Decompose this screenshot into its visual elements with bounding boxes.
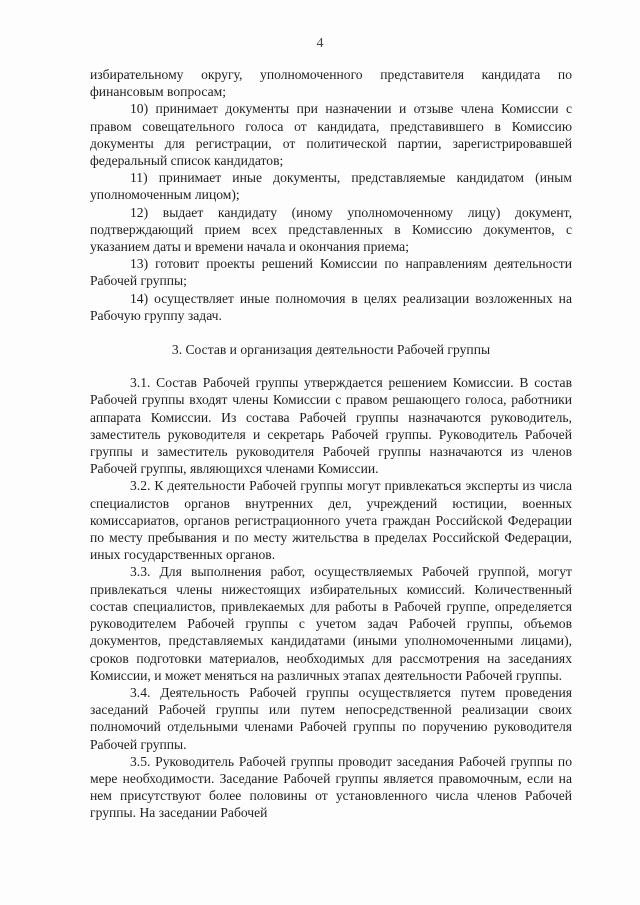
clause-3-4: 3.4. Деятельность Рабочей группы осуществляется путем проведения заседаний Рабочей группы или путем непосредственной реализации своих полномочий отдельными членами Рабочей группы по поручению руководителя Рабочей группы. (90, 684, 572, 752)
paragraph-item-11: 11) принимает иные документы, представляемые кандидатом (иным уполномоченным лицом); (90, 170, 572, 203)
clause-3-2: 3.2. К деятельности Рабочей группы могут привлекаться эксперты из числа специалистов органов внутренних дел, учреждений юстиции, военных комиссариатов, органов регистрационного учета граждан Российской Федерации по месту пребывания и по месту жительства в пределах Российской Федерации, иных государственных органов. (90, 478, 572, 563)
page-number: 4 (316, 36, 324, 51)
clause-3-1: 3.1. Состав Рабочей группы утверждается решением Комиссии. В состав Рабочей группы входят члены Комиссии с правом решающего голоса, работники аппарата Комиссии. Из состава Рабочей группы назначаются руководитель, заместитель руководителя и секретарь Рабочей группы. Руководитель Рабочей группы и заместитель руководителя Рабочей группы назначаются из членов Рабочей группы, являющихся членами Комиссии. (90, 375, 572, 477)
paragraph-item-9-continuation: избирательному округу, уполномоченного представителя кандидата по финансовым вопросам; (90, 67, 572, 100)
document-body (90, 66, 572, 822)
paragraph-item-14: 14) осуществляет иные полномочия в целях реализации возложенных на Рабочую группу задач. (90, 290, 572, 323)
section-heading: 3. Состав и организация деятельности Рабочей группы (171, 342, 491, 358)
paragraph-item-13: 13) готовит проекты решений Комиссии по направлениям деятельности Рабочей группы; (90, 256, 572, 289)
paragraph-item-10: 10) принимает документы при назначении и отзыве члена Комиссии с правом совещательного голоса от кандидата, представившего в Комиссию документы для регистрации, от политической партии, зарегистрировавшей федеральный список кандидатов; (90, 101, 572, 169)
paragraph-item-12: 12) выдает кандидату (иному уполномоченному лицу) документ, подтверждающий прием всех представленных в Комиссию документов, с указанием даты и времени начала и окончания приема; (90, 204, 572, 255)
clause-3-5: 3.5. Руководитель Рабочей группы проводит заседания Рабочей группы по мере необходимости. Заседание Рабочей группы является правомочным, если на нем присутствуют более половины от установленного числа членов Рабочей группы. На заседании Рабочей (90, 753, 572, 821)
clause-3-3: 3.3. Для выполнения работ, осуществляемых Рабочей группой, могут привлекаться члены нижестоящих избирательных комиссий. Количественный состав специалистов, привлекаемых для работы в Рабочей группе, определяется руководителем Рабочей группы с учетом задач Рабочей группы, объемов документов, представляемых кандидатами (иными уполномоченными лицами), сроков подготовки материалов, необходимых для рассмотрения на заседаниях Комиссии, и может меняться на различных этапах деятельности Рабочей группы. (90, 564, 572, 683)
